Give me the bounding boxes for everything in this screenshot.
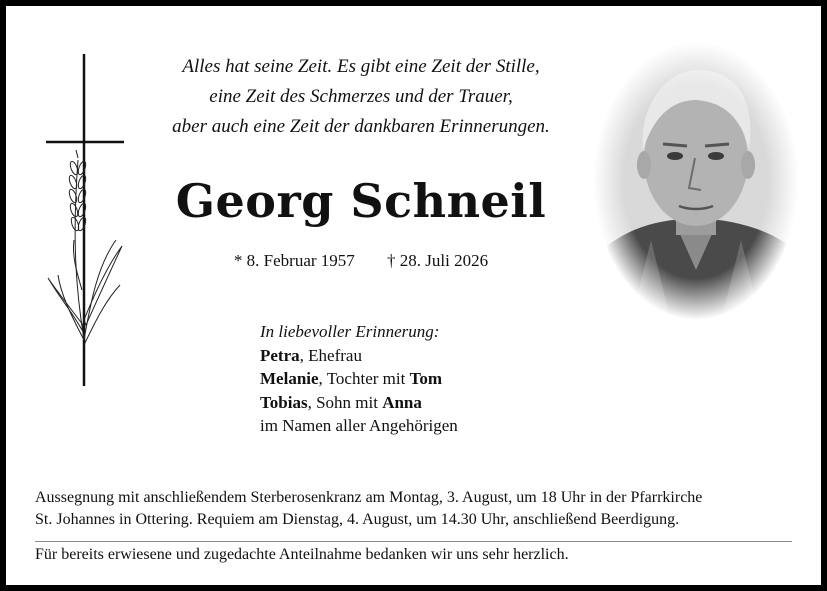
member-name: Tobias <box>260 392 308 412</box>
member-relation: , Ehefrau <box>299 345 362 365</box>
thanks-note: Für bereits erwiesene und zugedachte Anteilnahme bedanken wir uns sehr herzlich. <box>35 546 569 563</box>
cross-with-wheat-icon <box>36 50 126 390</box>
family-member <box>260 344 580 368</box>
deceased-name: Georg Schneil <box>175 174 547 228</box>
life-dates <box>146 251 576 271</box>
member-partner: Anna <box>382 392 422 412</box>
member-relation: , Sohn mit <box>307 392 383 412</box>
motto-line: eine Zeit des Schmerzes und der Trauer, <box>209 86 513 107</box>
family-signatures <box>260 320 580 438</box>
divider <box>35 541 792 542</box>
family-heading: In liebevoller Erinnerung: <box>260 322 440 341</box>
death-date: † 28. Juli 2026 <box>387 251 489 270</box>
ceremony-line: St. Johannes in Ottering. Requiem am Dienstag, 4. August, um 14.30 Uhr, anschließend Beerdigung. <box>35 511 680 528</box>
family-member <box>260 367 580 391</box>
member-relation: , Tochter mit <box>318 369 410 388</box>
member-partner: Tom <box>409 369 443 388</box>
member-name: Petra <box>260 345 300 365</box>
member-name: Melanie <box>260 369 319 388</box>
ceremony-line: Aussegnung mit anschließendem Sterberosenkranz am Montag, 3. August, um 18 Uhr in der Pfarrkirche <box>35 489 703 506</box>
family-member <box>260 391 580 415</box>
ceremony-info <box>35 487 795 531</box>
motto-line: aber auch eine Zeit der dankbaren Erinnerungen. <box>172 116 550 137</box>
birth-date: * 8. Februar 1957 <box>233 251 355 270</box>
portrait-photo <box>591 40 801 322</box>
motto-verse <box>146 52 576 142</box>
motto-line: Alles hat seine Zeit. Es gibt eine Zeit der Stille, <box>182 56 540 77</box>
family-closing: im Namen aller Angehörigen <box>260 416 458 435</box>
